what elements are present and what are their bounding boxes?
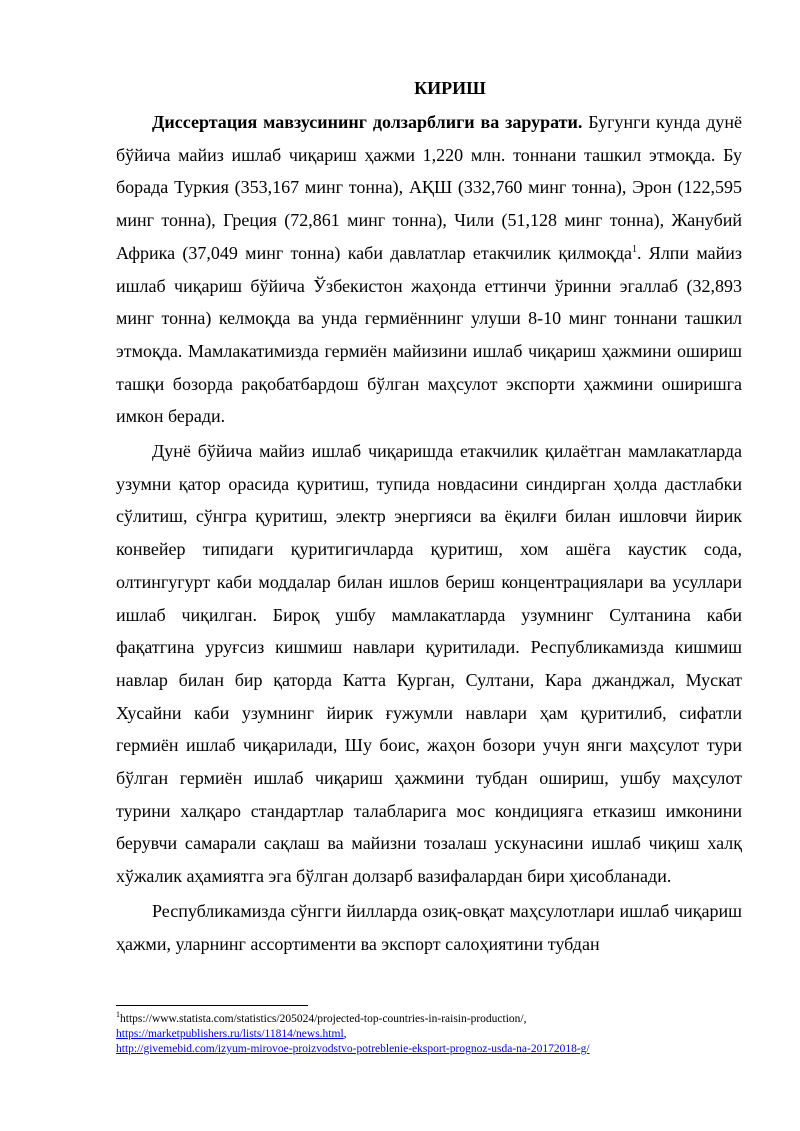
footnote-link-givemebid[interactable]: http://givemebid.com/izyum-mirovoe-proizvodstvo-potreblenie-eksport-prognoz-usda-na-20172018-g/ [116, 1043, 590, 1055]
section-lead-heading: Диссертация мавзусининг долзарблиги ва зарурати. [152, 112, 583, 132]
paragraph-relevance [116, 106, 742, 433]
footnote-link-line-2 [116, 1042, 756, 1057]
paragraph-text: Бугунги кунда дунё бўйича майиз ишлаб чиқариш ҳажми 1,220 млн. тоннани ташкил этмоқда. Бу борада Туркия (353,167 минг тонна), АҚШ (332,760 минг тонна), Эрон (122,595 минг тонна), Греция (72,861 минг тонна), Чили (51,128 минг тонна), Жанубий Африка (37,049 минг тонна) каби давлатлар етакчилик қилмоқда [116, 112, 742, 263]
footnote-marker: 1 [116, 1010, 120, 1020]
paragraph-text-continued: . Ялпи майиз ишлаб чиқариш бўйича Ўзбекистон жаҳонда еттинчи ўринни эгаллаб (32,893 минг тонна) келмоқда ва унда гермиённинг улуши 8-10 минг тоннани ташкил этмоқда. Мамлакатимизда гермиён майизини ишлаб чиқариш ҳажмини ошириш ташқи бозорда рақобатбардош бўлган маҳсулот экспорти ҳажмини оширишга имкон беради. [116, 242, 743, 427]
footnote-source-line [116, 1012, 756, 1027]
page-title: КИРИШ [414, 78, 486, 98]
document-body [116, 106, 742, 960]
footnote-source-text: https://www.statista.com/statistics/205024/projected-top-countries-in-raisin-production/, [120, 1013, 527, 1025]
paragraph-world-production: Дунё бўйича майиз ишлаб чиқаришда етакчилик қилаётган мамлакатларда узумни қатор орасида қуритиш, тупида новдасини синдирган ҳолда дастлабки сўлитиш, сўнгра қуритиш, электр энергияси ва ёқилғи билан ишловчи йирик конвейер типидаги қуритигичларда қуритиш, хом ашёга каустик сода, олтингугурт каби моддалар билан ишлов бериш концентрациялари ва усуллари ишлаб чиқилган. Бироқ ушбу мамлакатларда узумнинг Султанина каби фақатгина уруғсиз кишмиш навлари қуритилади. Республикамизда кишмиш навлар билан бир қаторда Катта Курган, Султани, Кара джанджал, Мускат Хусайни каби узумнинг йирик ғужумли навлари ҳам қуритилиб, сифатли гермиён ишлаб чиқарилади, Шу боис, жаҳон бозори учун янги маҳсулот тури бўлган гермиён ишлаб чиқариш ҳажмини тубдан ошириш, ушбу маҳсулот турини халқаро стандартлар талабларига мос кондицияга етказиш имконини берувчи самарали сақлаш ва майизни тозалаш ускунасини ишлаб чиқиш халқ хўжалик аҳамиятга эга бўлган долзарб вазифалардан бири ҳисобланади. [116, 441, 742, 887]
footnote-link-separator: , [343, 1028, 347, 1040]
footnote [116, 1012, 756, 1057]
footnote-link-marketpublishers[interactable]: https://marketpublishers.ru/lists/11814/news.html [116, 1028, 344, 1040]
footnote-link-line-1 [116, 1027, 756, 1042]
footnote-reference[interactable]: 1 [632, 243, 637, 255]
footnote-divider [116, 1005, 308, 1006]
paragraph-republic: Республикамизда сўнгги йилларда озиқ-овқат маҳсулотлари ишлаб чиқариш ҳажми, уларнинг ассортименти ва экспорт салоҳиятини тубдан [116, 900, 742, 954]
